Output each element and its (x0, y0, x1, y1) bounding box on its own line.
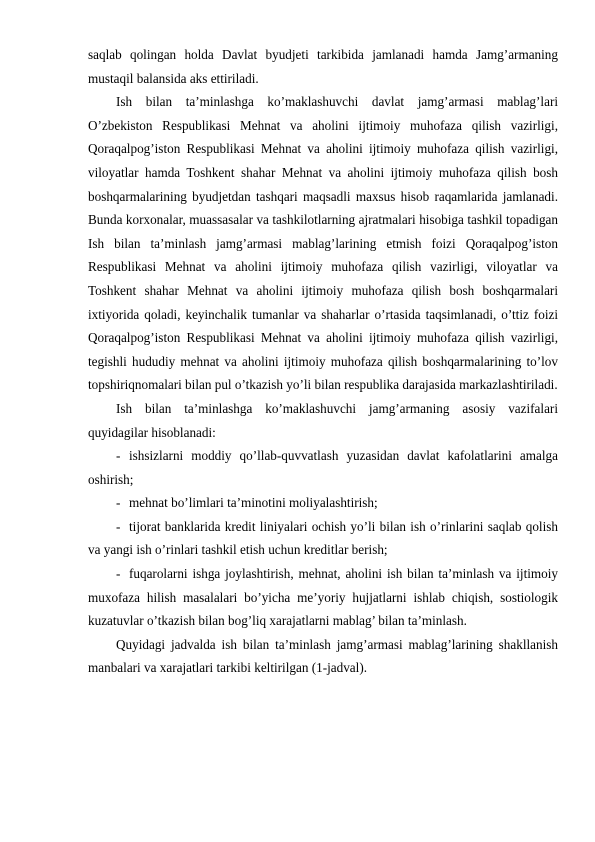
dash-marker: - (116, 495, 121, 511)
list-item-text: fuqarolarni ishga joylashtirish, mehnat, aholini ish bilan ta’minlash va ijtimoiy muxofaza hilish masalalari bo’yicha me’yoriy hujjatlarni ishlab chiqish, sostiologik kuzatuvlar o’tkazish bilan bog’liq xarajatlarni mablag’ bilan ta’minlash. (88, 566, 558, 629)
document-page (88, 43, 558, 680)
list-item-text: mehnat bo’limlari ta’minotini moliyalashtirish; (129, 495, 378, 511)
dash-marker: - (116, 518, 121, 534)
paragraph-fund-accounts: Ish bilan ta’minlashga ko’maklashuvchi davlat jamg’armasi mablag’lari O’zbekiston Respublikasi Mehnat va aholini ijtimoiy muhofaza qilish vazirligi, Qoraqalpog’iston Respublikasi Mehnat va aholini ijtimoiy muhofaza qilish vazirligi, viloyatlar hamda Toshkent shahar Mehnat va aholini ijtimoiy muhofaza qilish bosh boshqarmalarining byudjetdan tashqari maqsadli maxsus hisob raqamlarida jamlanadi. Bunda korxonalar, muassasalar va tashkilotlarning ajratmalari hisobiga tashkil topadigan Ish bilan ta’minlash jamg’armasi mablag’larining etmish foizi Qoraqalpog’iston Respublikasi Mehnat va aholini ijtimoiy muhofaza qilish vazirligi, viloyatlar va Toshkent shahar Mehnat va aholini ijtimoiy muhofaza qilish bosh boshqarmalari ixtiyorida qoladi, keyinchalik tumanlar va shaharlar o’rtasida taqsimlanadi, o’ttiz foizi Qoraqalpog’iston Respublikasi Mehnat va aholini ijtimoiy muhofaza qilish vazirligi, tegishli hududiy mehnat va aholini ijtimoiy muhofaza qilish boshqarmalarining to’lov topshiriqnomalari bilan pul o’tkazish yo’li bilan respublika darajasida markazlashtiriladi. (88, 94, 558, 393)
dash-marker: - (116, 566, 121, 582)
list-item (88, 515, 558, 562)
paragraph-table-reference: Quyidagi jadvalda ish bilan ta’minlash jamg’armasi mablag’larining shakllanish manbalari va xarajatlari tarkibi keltirilgan (1-jadval). (88, 636, 558, 676)
list-item-text: tijorat banklarida kredit liniyalari ochish yo’li bilan ish o’rinlarini saqlab qolish va yangi ish o’rinlari tashkil etish uchun kreditlar berish; (88, 518, 558, 558)
paragraph-budget-balance: saqlab qolingan holda Davlat byudjeti tarkibida jamlanadi hamda Jamg’armaning mustaqil balansida aks ettiriladi. (88, 47, 558, 86)
dash-marker: - (116, 448, 121, 464)
list-item (88, 562, 558, 633)
list-item (88, 444, 558, 491)
list-item (88, 491, 558, 515)
paragraph-fund-tasks-intro: Ish bilan ta’minlashga ko’maklashuvchi jamg’armaning asosiy vazifalari quyidagilar hisoblanadi: (88, 400, 558, 440)
list-item-text: ishsizlarni moddiy qo’llab-quvvatlash yuzasidan davlat kafolatlarini amalga oshirish; (88, 448, 558, 487)
